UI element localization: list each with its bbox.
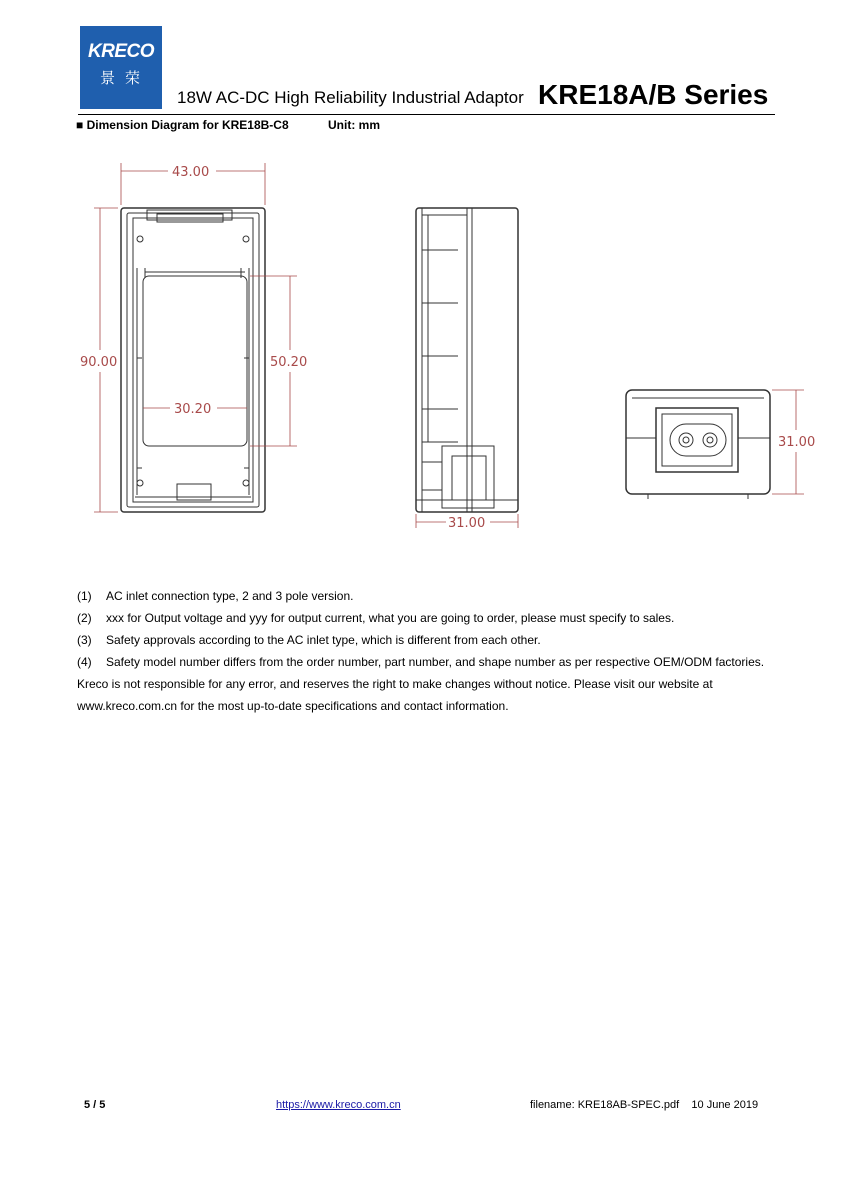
- logo-chinese-text: 景荣: [99, 70, 150, 87]
- section-title: Dimension Diagram for KRE18B-C8: [86, 118, 289, 132]
- front-view: [121, 208, 265, 512]
- front-width-dimension: 43.00: [172, 165, 210, 180]
- document-subtitle: 18W AC-DC High Reliability Industrial Adaptor: [177, 88, 524, 107]
- website-link[interactable]: https://www.kreco.com.cn: [276, 1099, 401, 1111]
- page-number: 5 / 5: [84, 1099, 106, 1111]
- note-number: (1): [77, 589, 92, 603]
- note-text: Safety model number differs from the order number, part number, and shape number as per respective OEM/ODM factories.: [106, 655, 765, 669]
- disclaimer-line-2: www.kreco.com.cn for the most up-to-date specifications and contact information.: [77, 699, 509, 713]
- series-title: KRE18A/B Series: [538, 79, 769, 110]
- section-bullet: ■: [76, 118, 84, 132]
- file-info: filename: KRE18AB-SPEC.pdf 10 June 2019: [530, 1099, 759, 1111]
- note-number: (2): [77, 611, 92, 625]
- disclaimer-line-1: Kreco is not responsible for any error, and reserves the right to make changes without notice. Please visit our website at: [77, 677, 713, 691]
- side-depth-dimension: 31.00: [448, 516, 486, 531]
- logo-text: KRECO: [87, 41, 155, 62]
- note-number: (4): [77, 655, 92, 669]
- unit-label: Unit: mm: [328, 118, 380, 132]
- side-view: [416, 208, 518, 512]
- note-text: Safety approvals according to the AC inlet type, which is different from each other.: [106, 633, 541, 647]
- end-height-dimension: 31.00: [778, 435, 816, 450]
- end-view: [626, 390, 770, 499]
- note-number: (3): [77, 633, 92, 647]
- front-height-dimension: 90.00: [80, 355, 118, 370]
- notes-section: [77, 585, 777, 717]
- note-item: [77, 651, 777, 673]
- note-item: [77, 585, 777, 607]
- note-item: [77, 607, 777, 629]
- note-text: xxx for Output voltage and yyy for output current, what you are going to order, please must specify to sales.: [106, 611, 675, 625]
- dimension-diagram: [0, 0, 849, 560]
- window-height-dimension: 50.20: [270, 355, 308, 370]
- front-dimensions: [94, 163, 297, 512]
- window-width-dimension: 30.20: [174, 402, 212, 417]
- note-item: [77, 629, 777, 651]
- note-text: AC inlet connection type, 2 and 3 pole version.: [106, 589, 354, 603]
